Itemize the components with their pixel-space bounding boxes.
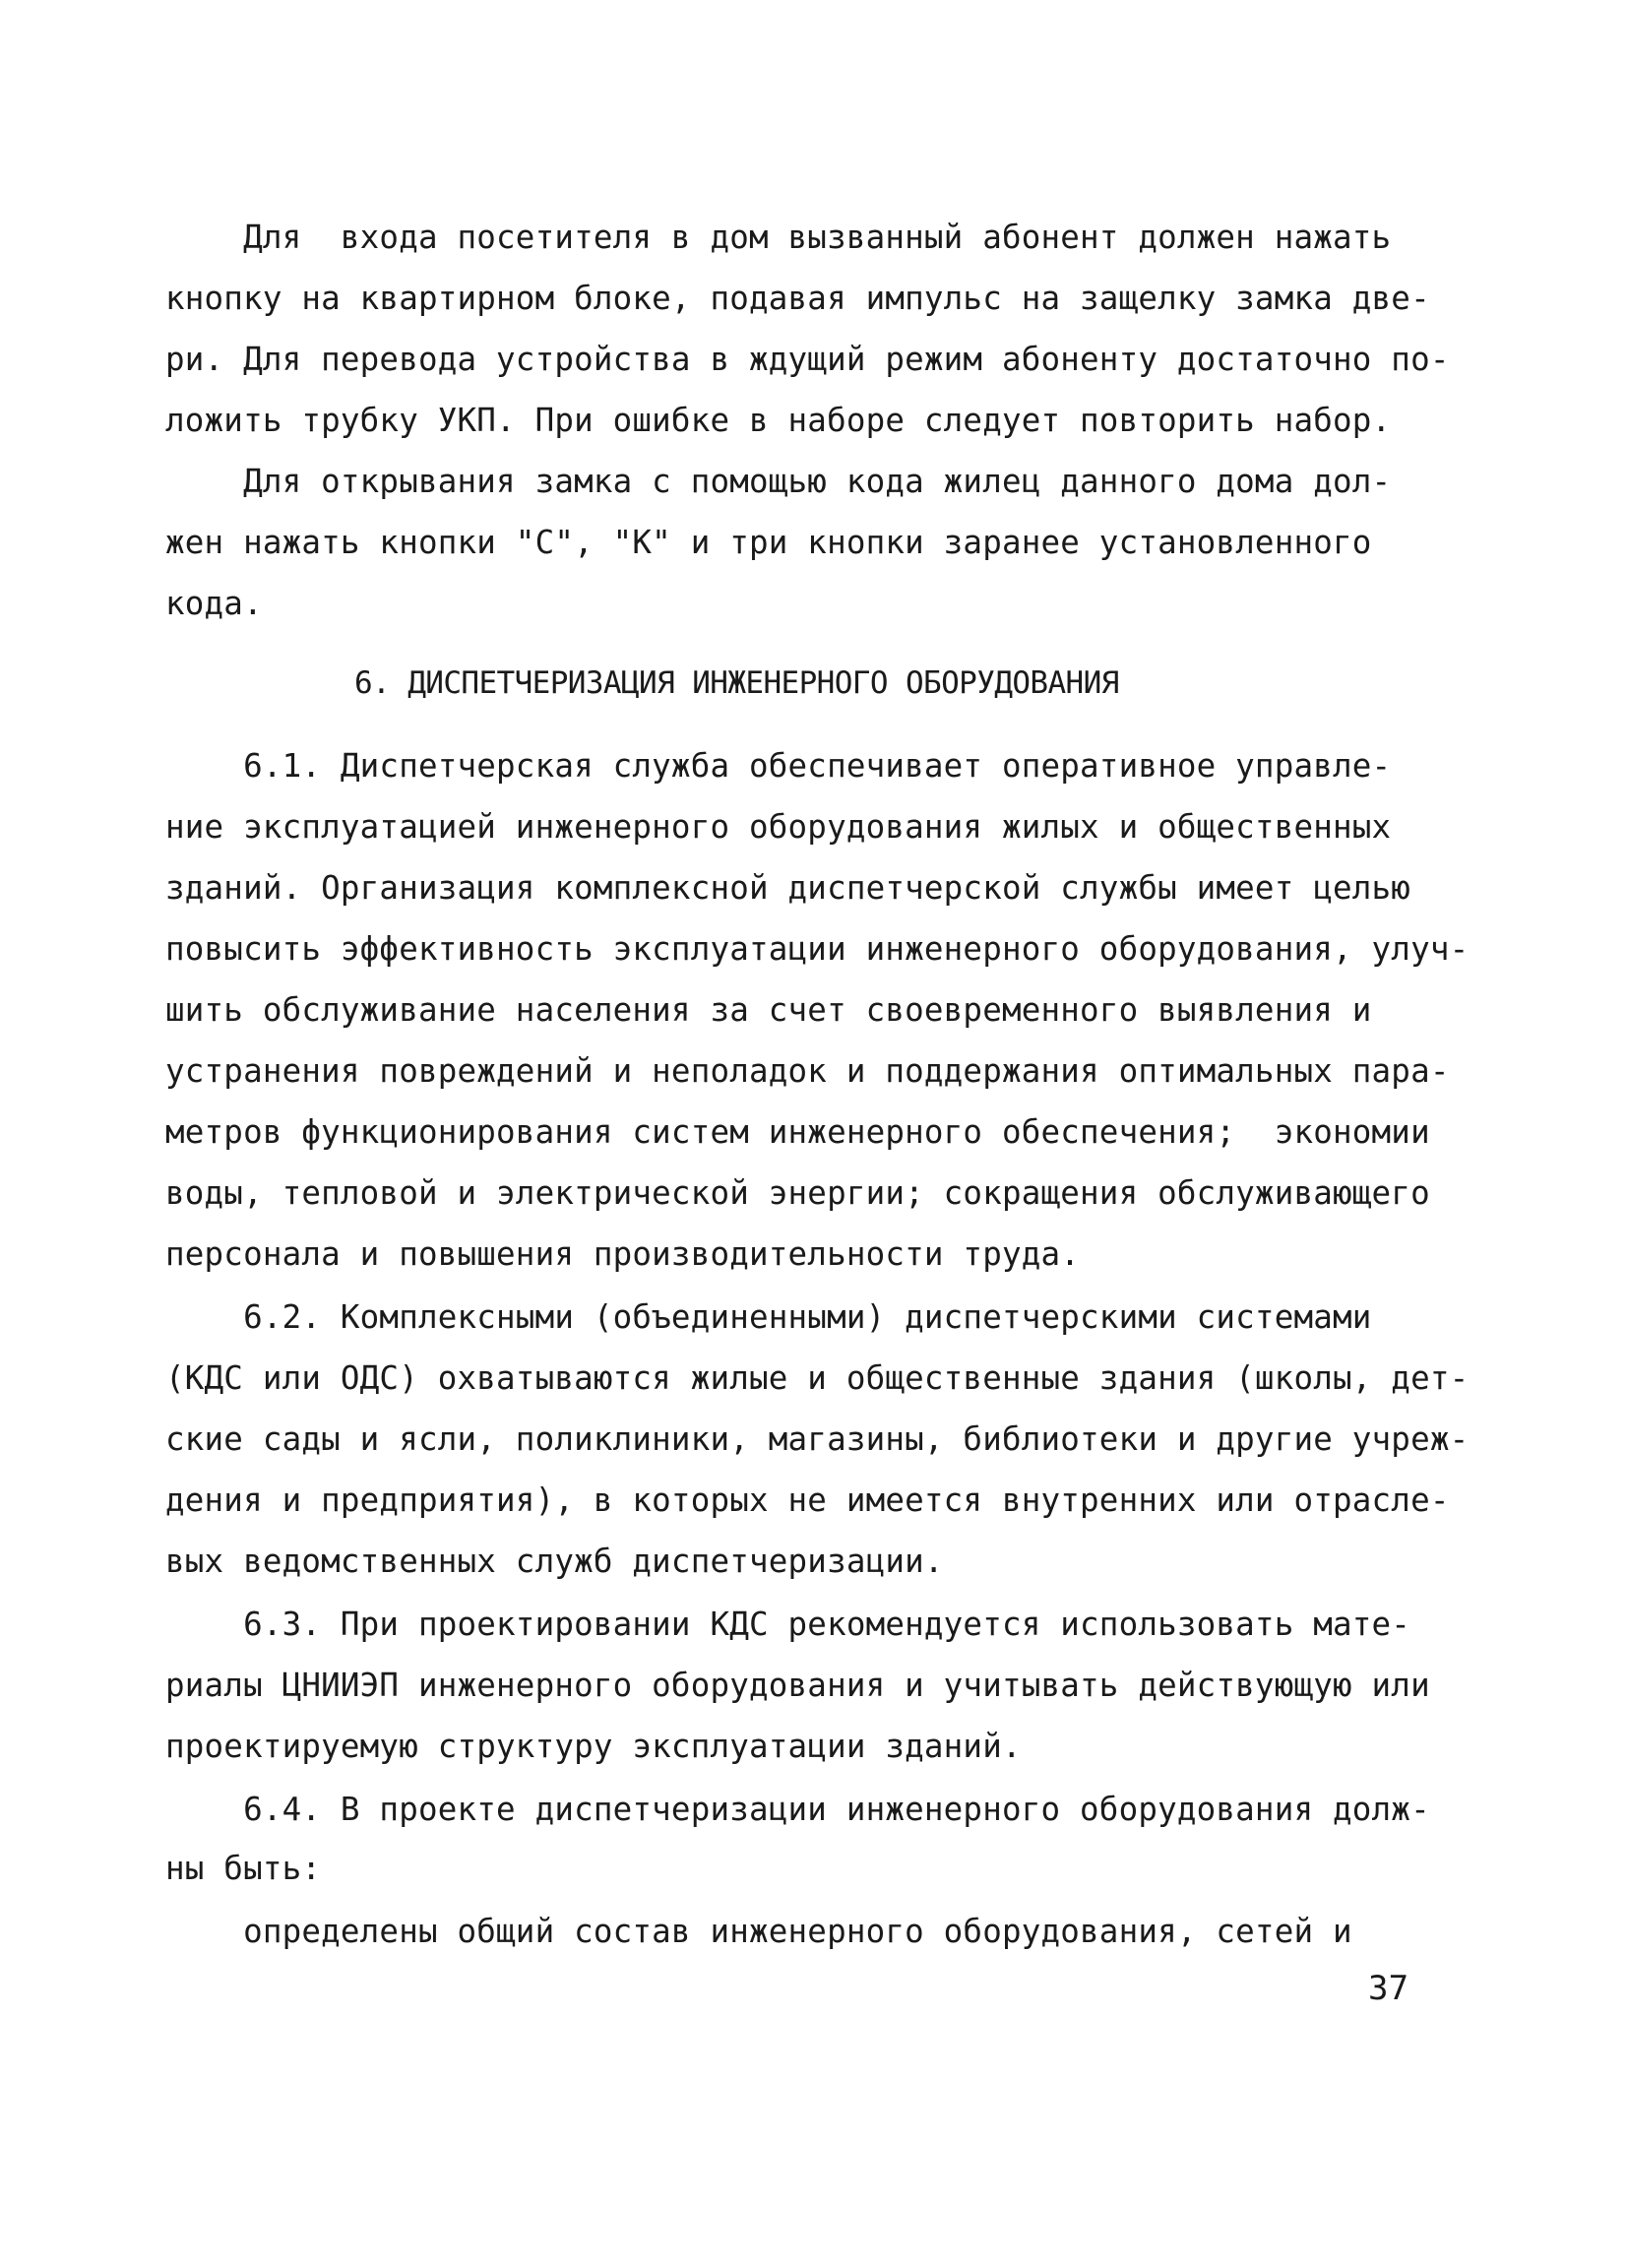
text-line: определены общий состав инженерного оборудования, сетей и — [165, 1913, 1352, 1950]
text-line: проектируемую структуру эксплуатации зданий. — [165, 1728, 1022, 1765]
text-line: жен нажать кнопки "С", "К" и три кнопки заранее установленного — [165, 524, 1372, 561]
text-line: воды, тепловой и электрической энергии; сокращения обслуживающего — [165, 1174, 1430, 1212]
text-line: 6.2. Комплексными (объединенными) диспетчерскими системами — [165, 1298, 1372, 1336]
text-line: Для открывания замка с помощью кода жилец данного дома дол- — [165, 463, 1392, 500]
text-line: риалы ЦНИИЭП инженерного оборудования и учитывать действующую или — [165, 1667, 1430, 1704]
text-line: шить обслуживание населения за счет своевременного выявления и — [165, 991, 1372, 1029]
text-line: кнопку на квартирном блоке, подавая импульс на защелку замка две- — [165, 280, 1430, 317]
text-line: (КДС или ОДС) охватываются жилые и общественные здания (школы, дет- — [165, 1359, 1470, 1397]
text-line: персонала и повышения производительности труда. — [165, 1235, 1081, 1273]
text-line: Для входа посетителя в дом вызванный абонент должен нажать — [165, 219, 1392, 256]
text-line: вых ведомственных служб диспетчеризации. — [165, 1543, 944, 1580]
text-line: кода. — [165, 585, 263, 622]
text-line: устранения повреждений и неполадок и поддержания оптимальных пара- — [165, 1052, 1450, 1090]
page-number: 37 — [1368, 1969, 1409, 2008]
text-line: повысить эффективность эксплуатации инженерного оборудования, улуч- — [165, 930, 1470, 968]
text-line: 6.1. Диспетчерская служба обеспечивает оперативное управле- — [165, 747, 1392, 785]
text-line: 6.3. При проектировании КДС рекомендуется использовать мате- — [165, 1606, 1411, 1643]
text-line: 6.4. В проекте диспетчеризации инженерного оборудования долж- — [165, 1791, 1430, 1828]
text-line: метров функционирования систем инженерного обеспечения; экономии — [165, 1113, 1430, 1151]
text-line: ри. Для перевода устройства в ждущий режим абоненту достаточно по- — [165, 341, 1450, 378]
text-line: ны быть: — [165, 1850, 322, 1887]
text-line: ние эксплуатацией инженерного оборудования жилых и общественных — [165, 808, 1392, 846]
text-line: ские сады и ясли, поликлиники, магазины, библиотеки и другие учреж- — [165, 1420, 1470, 1458]
text-line: зданий. Организация комплексной диспетчерской службы имеет целью — [165, 869, 1411, 907]
section-heading: 6. ДИСПЕТЧЕРИЗАЦИЯ ИНЖЕНЕРНОГО ОБОРУДОВАНИЯ — [354, 665, 1119, 701]
text-line: дения и предприятия), в которых не имеется внутренних или отрасле- — [165, 1481, 1450, 1519]
text-line: ложить трубку УКП. При ошибке в наборе следует повторить набор. — [165, 402, 1392, 439]
